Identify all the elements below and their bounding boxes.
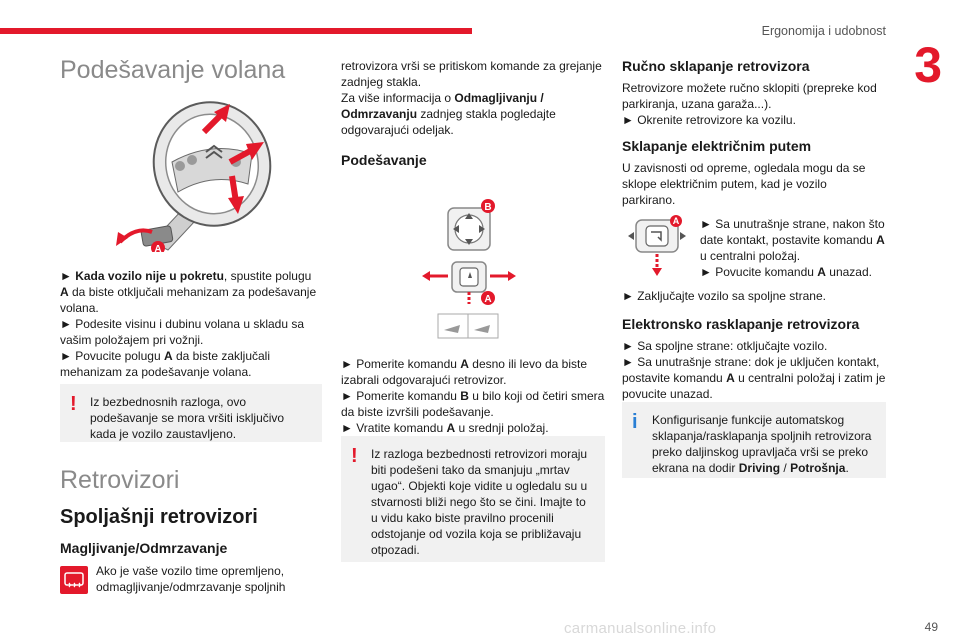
electric-fold-title: Sklapanje električnim putem (622, 138, 812, 154)
steering-wheel-diagram (112, 92, 292, 252)
fold-control-a-label: A (672, 216, 680, 226)
electric-step-1: ► Sa unutrašnje strane, nakon što date kontakt, postavite komandu A u centralni položaj. (700, 217, 885, 263)
steering-step-1: ► Kada vozilo nije u pokretu, spustite polugu A da biste otključali mehanizam za podešavanje volana. (60, 269, 317, 315)
adjustment-title: Podešavanje (341, 152, 427, 168)
info-box (622, 402, 886, 478)
fold-control-diagram (624, 214, 688, 280)
steering-warning-box (60, 384, 322, 442)
unfold-steps (622, 338, 888, 402)
mirror-warning-text: Iz razloga bezbednosti retrovizori moraju biti podešeni tako da smanjuju „mrtav ugao“. Objekti koje vidite u ogledalu su u stvarnosti bliži nego što se čini. Imajte to u vidu kako biste pravilno procenili odstojanje od vozila koja se približavaju otpozadi. (371, 447, 588, 557)
steering-step-2: ► Podesite visinu i dubinu volana u skladu sa vašim položajem pri vožnji. (60, 317, 305, 347)
electric-step-3: ► Zaključajte vozilo sa spoljne strane. (622, 289, 826, 303)
unfold-step-1: ► Sa spoljne strane: otključajte vozilo. (622, 339, 828, 353)
section-title: Ergonomija i udobnost (761, 24, 886, 38)
electric-step-2: ► Povucite komandu A unazad. (700, 265, 872, 279)
defog-title: Magljivanje/Odmrzavanje (60, 540, 228, 556)
info-icon: i (632, 411, 638, 433)
defog-text: Ako je vaše vozilo time opremljeno, odmagljivanje/odmrzavanje spoljnih (96, 564, 286, 594)
steering-steps (60, 268, 322, 380)
manual-fold-step: ► Okrenite retrovizore ka vozilu. (622, 113, 796, 127)
electronic-unfold-title: Elektronsko rasklapanje retrovizora (622, 316, 860, 332)
chapter-number: 3 (914, 37, 942, 93)
steering-adjust-title: Podešavanje volana (60, 56, 286, 84)
info-text: Konfigurisanje funkcije automatskog sklapanja/rasklapanja spoljnih retrovizora preko daljinskog upravljača vrši se preko ekrana na dodir Driving / Potrošnja. (652, 413, 872, 475)
rear-defrost-icon (60, 566, 88, 594)
steering-step-3: ► Povucite polugu A da biste zaključali mehanizam za podešavanje volana. (60, 349, 271, 379)
defog-continued-text: retrovizora vrši se pritiskom komande za grejanje zadnjeg stakla. (341, 59, 602, 89)
more-info-text: Za više informacija o Odmagljivanju / Odmrzavanju zadnjeg stakla pogledajte odgovarajući odeljak. (341, 91, 556, 137)
watermark: carmanualsonline.info (564, 620, 717, 637)
adjust-step-3: ► Vratite komandu A u srednji položaj. (341, 421, 549, 435)
control-b-label: B (484, 202, 492, 213)
control-a-label: A (484, 294, 492, 305)
warning-icon: ! (70, 393, 77, 415)
steering-warning-text: Iz bezbednosnih razloga, ovo podešavanje se mora vršiti isključivo kada je vozilo zaustavljeno. (90, 395, 285, 441)
adjust-steps (341, 356, 607, 436)
exterior-mirrors-title: Spoljašnji retrovizori (60, 506, 258, 528)
header-accent-bar (0, 28, 472, 34)
page-number: 49 (924, 620, 938, 634)
manual-fold-text: Retrovizore možete ručno sklopiti (prepreke kod parkiranja, uzana garaža...). (622, 81, 877, 111)
electric-steps (700, 216, 890, 280)
steering-wheel-illustration (140, 92, 284, 250)
mirror-warning-box (341, 436, 605, 562)
manual-fold-title: Ručno sklapanje retrovizora (622, 58, 810, 74)
unfold-step-2: ► Sa unutrašnje strane: dok je uključen kontakt, postavite komandu A u centralni položaj i zatim je povucite unazad. (622, 355, 886, 401)
lever-a-label: A (154, 244, 162, 252)
mirrors-title: Retrovizori (60, 466, 180, 494)
mirror-control-diagram (420, 192, 520, 342)
warning-icon: ! (351, 445, 358, 467)
adjust-step-1: ► Pomerite komandu A desno ili levo da biste izabrali odgovarajući retrovizor. (341, 357, 588, 387)
adjust-step-2: ► Pomerite komandu B u bilo koji od četiri smera da biste izvršili podešavanje. (341, 389, 605, 419)
electric-fold-text: U zavisnosti od opreme, ogledala mogu da se sklope električnim putem, kad je vozilo parkirano. (622, 161, 866, 207)
